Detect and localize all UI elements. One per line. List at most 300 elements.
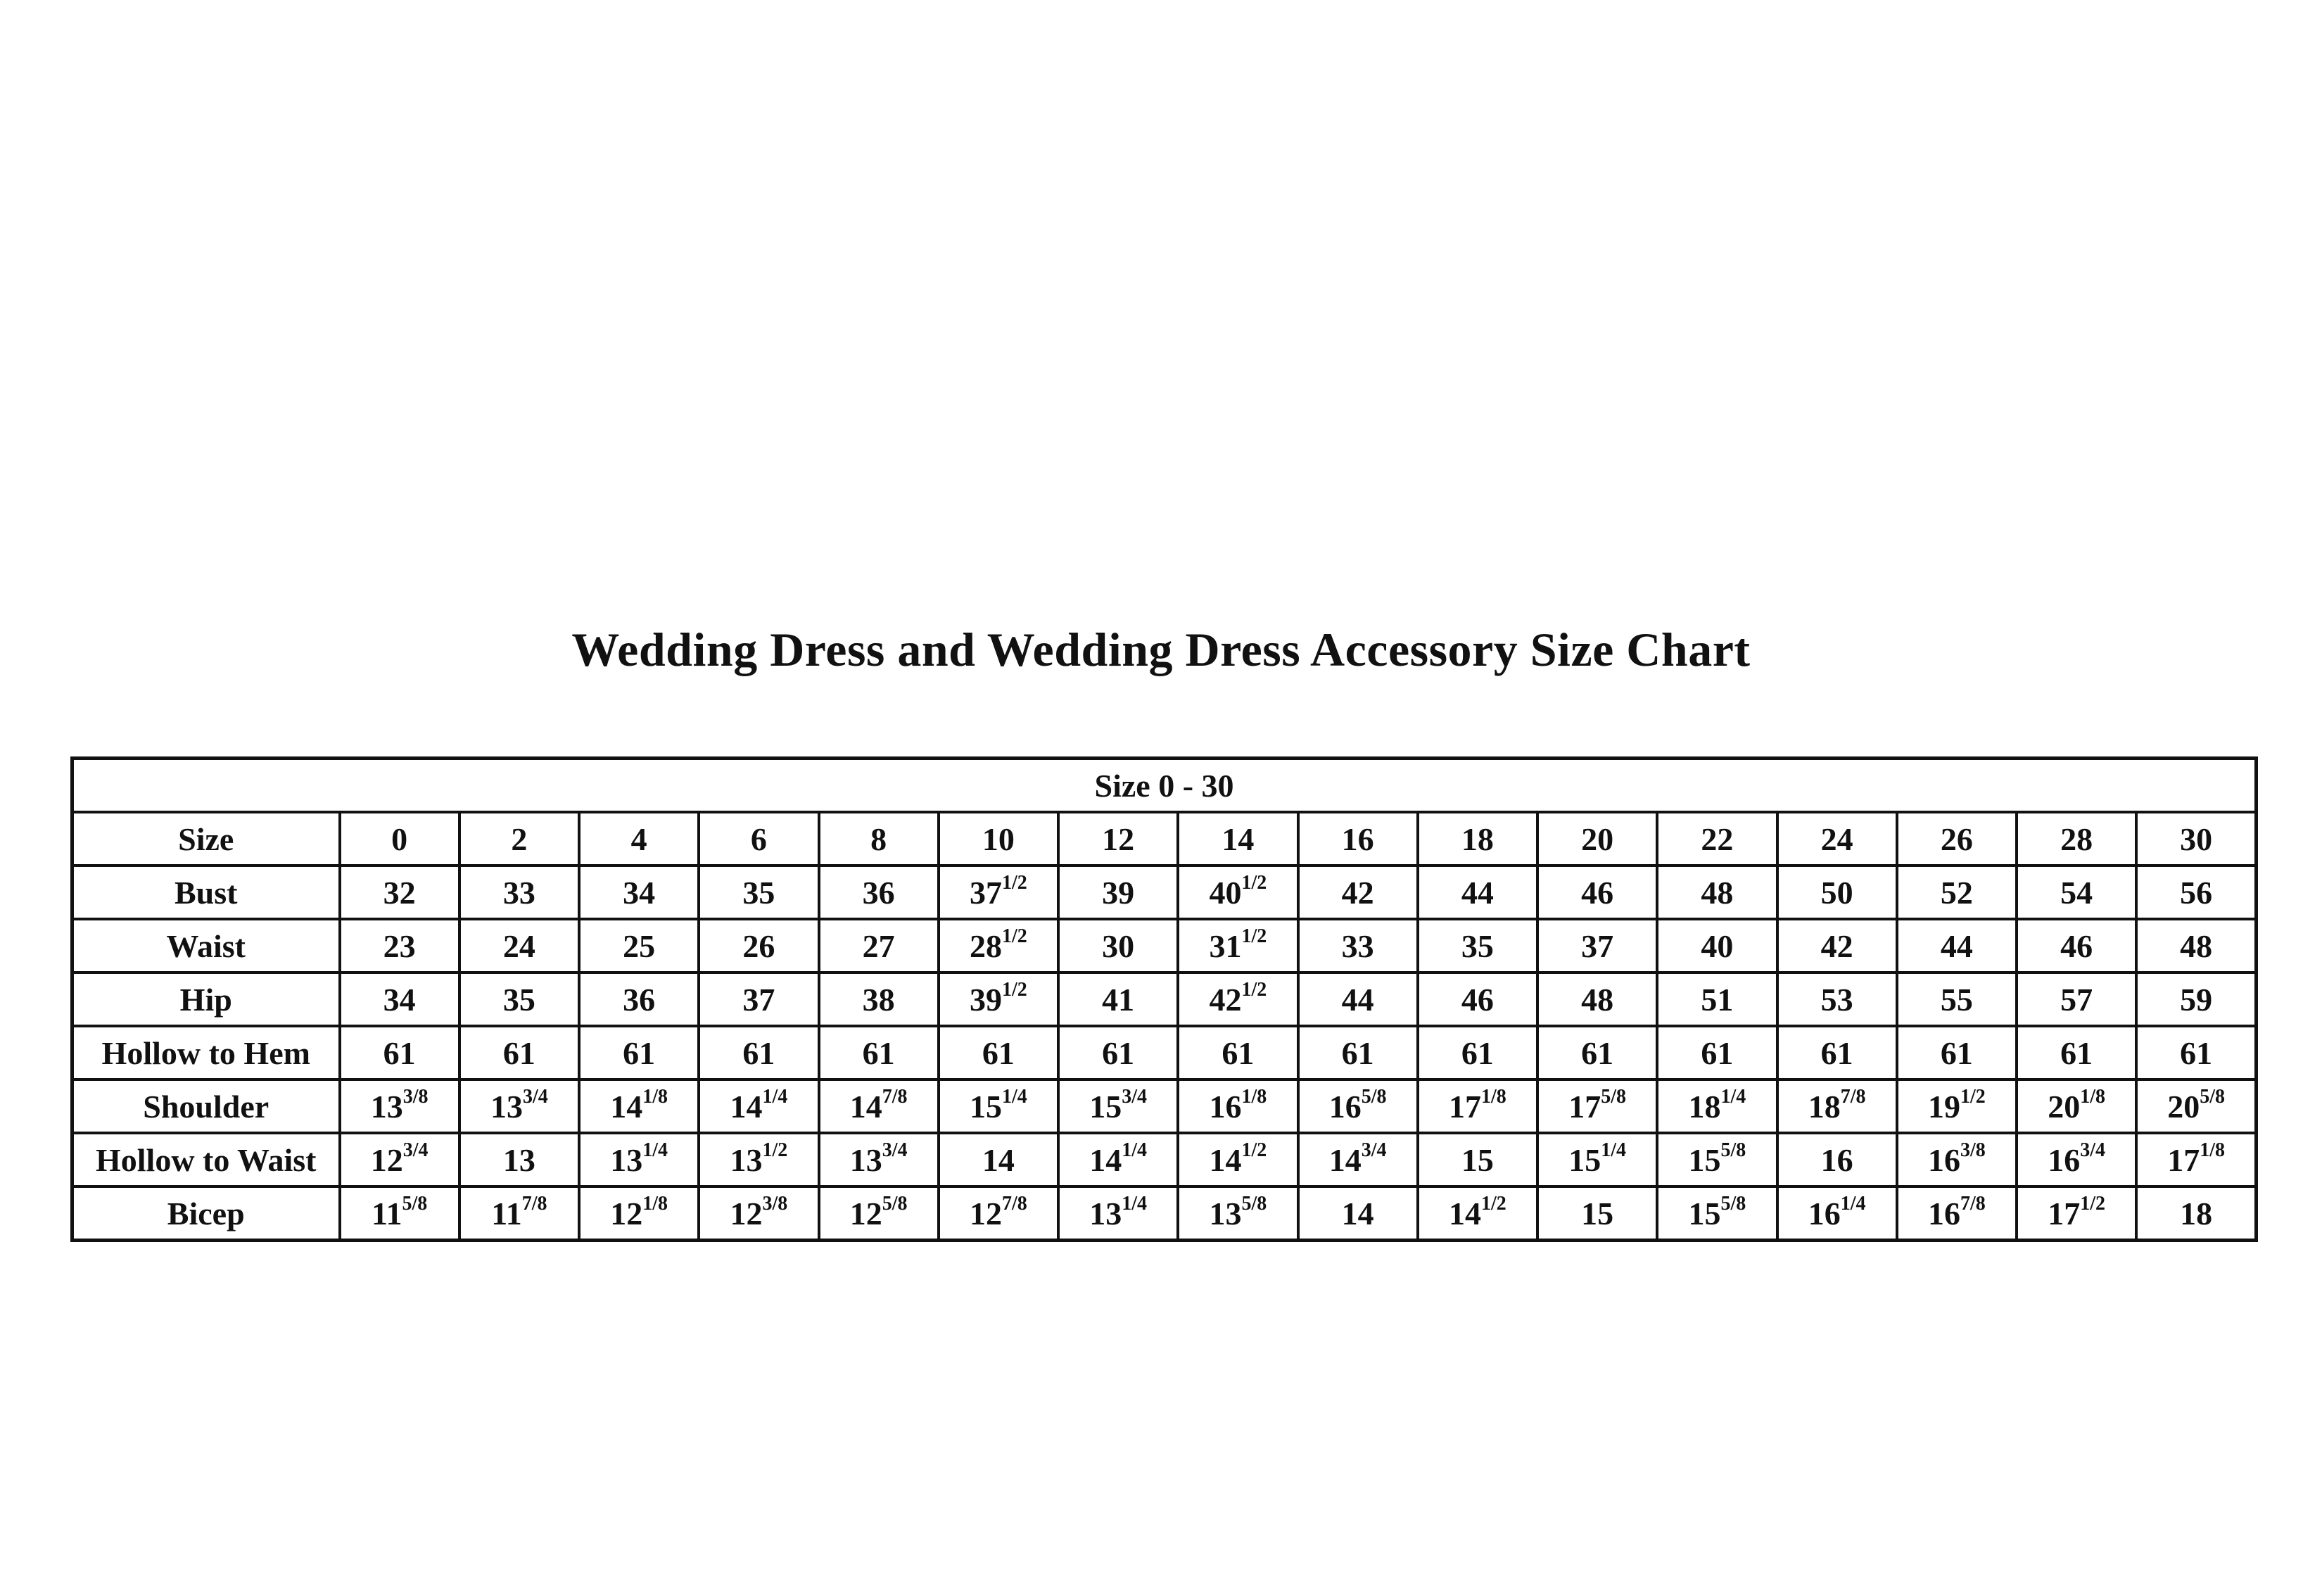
cell-value: 40 [1701, 927, 1734, 964]
table-cell [1657, 973, 1777, 1026]
cell-value: 61 [1701, 1034, 1734, 1071]
table-cell [459, 1186, 579, 1241]
cell-value: 20 [2048, 1088, 2081, 1125]
cell-fraction: 7/8 [882, 1086, 908, 1108]
cell-value: 48 [2180, 927, 2213, 964]
table-cell [1058, 1079, 1178, 1133]
table-cell [1418, 1133, 1537, 1186]
row-label: Hip [72, 973, 340, 1026]
row-label: Hollow to Waist [72, 1133, 340, 1186]
table-cell [2017, 919, 2136, 973]
table-cell [1657, 919, 1777, 973]
table-cell [340, 1079, 459, 1133]
cell-value: 51 [1701, 981, 1734, 1018]
cell-value: 16 [1341, 821, 1374, 857]
cell-value: 12 [730, 1195, 763, 1231]
row-label: Bicep [72, 1186, 340, 1241]
table-row [72, 1026, 2257, 1079]
table-cell [2136, 866, 2256, 919]
table-cell [1298, 866, 1418, 919]
table-cell [1418, 1186, 1537, 1241]
table-cell [1298, 812, 1418, 866]
table-cell [1897, 866, 2017, 919]
cell-fraction: 3/4 [1122, 1086, 1148, 1108]
table-cell [699, 1186, 818, 1241]
cell-value: 61 [1222, 1034, 1255, 1071]
cell-value: 16 [1209, 1088, 1242, 1125]
table-cell [1178, 1186, 1298, 1241]
cell-value: 14 [849, 1088, 882, 1125]
cell-value: 12 [969, 1195, 1002, 1231]
table-cell [579, 1079, 699, 1133]
cell-value: 33 [502, 874, 535, 911]
cell-value: 13 [370, 1088, 403, 1125]
cell-value: 16 [1820, 1141, 1853, 1178]
cell-value: 17 [1568, 1088, 1601, 1125]
cell-value: 15 [1089, 1088, 1122, 1125]
table-cell [1657, 866, 1777, 919]
table-cell [699, 866, 818, 919]
table-cell [1418, 919, 1537, 973]
table-cell [819, 866, 939, 919]
table-body [72, 812, 2257, 1241]
table-cell [2136, 1026, 2256, 1079]
table-cell [1657, 1133, 1777, 1186]
table-cell [1897, 1133, 2017, 1186]
cell-value: 61 [1581, 1034, 1614, 1071]
row-label: Bust [72, 866, 340, 919]
cell-fraction: 1/8 [2200, 1139, 2226, 1162]
table-cell [1298, 1133, 1418, 1186]
cell-value: 30 [2180, 821, 2213, 857]
cell-value: 53 [1820, 981, 1853, 1018]
size-chart-table [70, 756, 2258, 1242]
table-cell [340, 1026, 459, 1079]
row-label: Waist [72, 919, 340, 973]
table-cell [1777, 1186, 1897, 1241]
cell-value: 37 [742, 981, 775, 1018]
table-row [72, 1186, 2257, 1241]
cell-value: 14 [1448, 1195, 1481, 1231]
cell-fraction: 1/4 [1001, 1086, 1027, 1108]
table-cell [1418, 973, 1537, 1026]
table-cell [819, 919, 939, 973]
cell-value: 15 [1581, 1195, 1614, 1231]
cell-value: 16 [1328, 1088, 1362, 1125]
table-cell [1777, 866, 1897, 919]
table-cell [1058, 812, 1178, 866]
cell-value: 61 [982, 1034, 1015, 1071]
cell-value: 14 [1328, 1141, 1362, 1178]
table-cell [939, 1079, 1058, 1133]
table-cell [699, 919, 818, 973]
table-cell [1897, 919, 2017, 973]
cell-value: 11 [372, 1195, 402, 1231]
table-cell [2136, 1079, 2256, 1133]
table-cell [1537, 1079, 1657, 1133]
page-title: Wedding Dress and Wedding Dress Accessory Size Chart [571, 623, 1751, 676]
table-cell [459, 1079, 579, 1133]
table-cell [939, 1186, 1058, 1241]
cell-value: 17 [1448, 1088, 1481, 1125]
table-cell [2136, 1133, 2256, 1186]
cell-fraction: 1/8 [642, 1193, 668, 1215]
cell-value: 15 [1688, 1195, 1721, 1231]
table-row [72, 866, 2257, 919]
table-cell [1657, 1026, 1777, 1079]
cell-value: 31 [1209, 927, 1242, 964]
table-cell [2017, 812, 2136, 866]
cell-fraction: 5/8 [2200, 1086, 2226, 1108]
cell-value: 61 [383, 1034, 416, 1071]
table-cell [1058, 973, 1178, 1026]
cell-value: 39 [1102, 874, 1135, 911]
cell-value: 12 [610, 1195, 643, 1231]
cell-fraction: 1/8 [1480, 1086, 1506, 1108]
cell-value: 32 [383, 874, 416, 911]
cell-fraction: 5/8 [1720, 1193, 1746, 1215]
table-cell [699, 1079, 818, 1133]
cell-fraction: 1/2 [1241, 925, 1267, 948]
cell-value: 61 [1940, 1034, 1973, 1071]
cell-value: 42 [1820, 927, 1853, 964]
cell-value: 37 [969, 874, 1002, 911]
cell-value: 48 [1581, 981, 1614, 1018]
cell-fraction: 3/8 [1960, 1139, 1986, 1162]
table-cell [579, 1133, 699, 1186]
cell-fraction: 1/4 [1122, 1139, 1148, 1162]
table-cell [459, 1026, 579, 1079]
cell-fraction: 1/2 [1241, 979, 1267, 1001]
table-cell [1657, 1186, 1777, 1241]
cell-value: 20 [1581, 821, 1614, 857]
cell-value: 15 [1461, 1141, 1494, 1178]
table-cell [1777, 812, 1897, 866]
cell-value: 61 [1461, 1034, 1494, 1071]
table-cell [2017, 1026, 2136, 1079]
cell-fraction: 1/4 [1720, 1086, 1746, 1108]
table-cell [459, 866, 579, 919]
table-cell [819, 1026, 939, 1079]
cell-value: 56 [2180, 874, 2213, 911]
cell-fraction: 7/8 [521, 1193, 547, 1215]
cell-value: 59 [2180, 981, 2213, 1018]
cell-value: 30 [1102, 927, 1135, 964]
cell-fraction: 1/2 [1241, 1139, 1267, 1162]
table-cell [1418, 1079, 1537, 1133]
cell-value: 27 [862, 927, 895, 964]
cell-value: 36 [623, 981, 656, 1018]
cell-value: 61 [1341, 1034, 1374, 1071]
cell-value: 22 [1701, 821, 1734, 857]
cell-value: 39 [969, 981, 1002, 1018]
cell-fraction: 1/4 [1840, 1193, 1866, 1215]
cell-value: 14 [610, 1088, 643, 1125]
cell-fraction: 1/2 [1960, 1086, 1986, 1108]
table-cell [1777, 1133, 1897, 1186]
cell-value: 46 [2060, 927, 2093, 964]
table-cell [1537, 812, 1657, 866]
cell-fraction: 5/8 [1241, 1193, 1267, 1215]
table-cell [1897, 1079, 2017, 1133]
cell-value: 13 [1209, 1195, 1242, 1231]
cell-value: 4 [630, 821, 647, 857]
table-cell [1537, 1133, 1657, 1186]
cell-fraction: 1/2 [2080, 1193, 2106, 1215]
cell-value: 16 [1927, 1195, 1960, 1231]
table-cell [2136, 973, 2256, 1026]
table-cell [2017, 973, 2136, 1026]
table-cell [1178, 919, 1298, 973]
cell-value: 14 [1222, 821, 1255, 857]
table-cell [579, 866, 699, 919]
cell-value: 15 [1568, 1141, 1601, 1178]
cell-value: 16 [2048, 1141, 2081, 1178]
cell-fraction: 3/8 [402, 1086, 429, 1108]
cell-value: 44 [1341, 981, 1374, 1018]
cell-value: 14 [1209, 1141, 1242, 1178]
cell-fraction: 3/4 [402, 1139, 429, 1162]
table-cell [1777, 1026, 1897, 1079]
table-cell [1058, 1026, 1178, 1079]
cell-value: 13 [490, 1088, 523, 1125]
cell-fraction: 3/4 [522, 1086, 548, 1108]
table-cell [1537, 1026, 1657, 1079]
cell-value: 8 [870, 821, 887, 857]
cell-value: 55 [1940, 981, 1973, 1018]
table-cell [939, 1026, 1058, 1079]
table-cell [459, 919, 579, 973]
cell-value: 61 [1102, 1034, 1135, 1071]
cell-value: 34 [623, 874, 656, 911]
cell-value: 14 [1341, 1195, 1374, 1231]
cell-value: 16 [1808, 1195, 1841, 1231]
cell-value: 61 [1820, 1034, 1853, 1071]
table-row [72, 973, 2257, 1026]
table-cell [340, 919, 459, 973]
table-cell [1777, 1079, 1897, 1133]
table-cell [2017, 866, 2136, 919]
cell-value: 57 [2060, 981, 2093, 1018]
cell-fraction: 1/8 [1241, 1086, 1267, 1108]
table-cell [340, 812, 459, 866]
cell-fraction: 1/4 [1122, 1193, 1148, 1215]
table-cell [1537, 866, 1657, 919]
cell-value: 35 [502, 981, 535, 1018]
table-cell [2136, 1186, 2256, 1241]
table-cell [1178, 1026, 1298, 1079]
cell-fraction: 5/8 [882, 1193, 908, 1215]
table-cell [1178, 812, 1298, 866]
table-cell [939, 812, 1058, 866]
cell-value: 61 [502, 1034, 535, 1071]
table-cell [1657, 812, 1777, 866]
table-cell [1777, 973, 1897, 1026]
cell-value: 25 [623, 927, 656, 964]
table-cell [1537, 919, 1657, 973]
table-cell [1897, 1026, 2017, 1079]
cell-value: 13 [849, 1141, 882, 1178]
cell-value: 44 [1461, 874, 1494, 911]
table-cell [1298, 1186, 1418, 1241]
table-cell [819, 812, 939, 866]
cell-value: 18 [1688, 1088, 1721, 1125]
table-cell [2017, 1079, 2136, 1133]
table-cell [1897, 973, 2017, 1026]
cell-value: 18 [1808, 1088, 1841, 1125]
cell-fraction: 1/4 [642, 1139, 668, 1162]
table-cell [1657, 1079, 1777, 1133]
cell-value: 11 [491, 1195, 522, 1231]
cell-fraction: 1/2 [1241, 872, 1267, 894]
cell-value: 2 [511, 821, 528, 857]
cell-fraction: 5/8 [1361, 1086, 1387, 1108]
table-cell [1058, 1133, 1178, 1186]
cell-value: 48 [1701, 874, 1734, 911]
table-cell [579, 919, 699, 973]
cell-value: 18 [1461, 821, 1494, 857]
table-cell [579, 1186, 699, 1241]
cell-value: 26 [742, 927, 775, 964]
cell-value: 20 [2167, 1088, 2200, 1125]
table-row [72, 1079, 2257, 1133]
cell-value: 35 [1461, 927, 1494, 964]
table-cell [1537, 973, 1657, 1026]
cell-value: 26 [1940, 821, 1973, 857]
table-cell [2136, 812, 2256, 866]
table-cell [2136, 919, 2256, 973]
table-row [72, 812, 2257, 866]
cell-value: 38 [862, 981, 895, 1018]
cell-value: 17 [2167, 1141, 2200, 1178]
cell-value: 61 [2060, 1034, 2093, 1071]
cell-value: 61 [862, 1034, 895, 1071]
table-cell [1058, 919, 1178, 973]
cell-fraction: 3/4 [2080, 1139, 2106, 1162]
table-caption: Size 0 - 30 [72, 759, 2257, 813]
cell-value: 28 [969, 927, 1002, 964]
cell-value: 33 [1341, 927, 1374, 964]
cell-fraction: 1/2 [1480, 1193, 1506, 1215]
table-cell [819, 1133, 939, 1186]
cell-value: 61 [2180, 1034, 2213, 1071]
cell-value: 14 [982, 1141, 1015, 1178]
cell-value: 6 [750, 821, 767, 857]
cell-fraction: 7/8 [1960, 1193, 1986, 1215]
cell-value: 61 [742, 1034, 775, 1071]
cell-fraction: 1/2 [762, 1139, 788, 1162]
cell-value: 23 [383, 927, 416, 964]
table-row [72, 919, 2257, 973]
cell-value: 34 [383, 981, 416, 1018]
table-cell [1897, 812, 2017, 866]
table-cell [340, 1133, 459, 1186]
table-cell [699, 1026, 818, 1079]
cell-value: 24 [502, 927, 535, 964]
cell-fraction: 5/8 [402, 1193, 428, 1215]
cell-value: 12 [370, 1141, 403, 1178]
cell-value: 41 [1102, 981, 1135, 1018]
cell-value: 16 [1927, 1141, 1960, 1178]
cell-value: 36 [862, 874, 895, 911]
table-cell [2017, 1133, 2136, 1186]
table-cell [1178, 1133, 1298, 1186]
table-cell [2017, 1186, 2136, 1241]
cell-fraction: 5/8 [1601, 1086, 1627, 1108]
cell-value: 18 [2180, 1195, 2213, 1231]
cell-fraction: 5/8 [1720, 1139, 1746, 1162]
table-cell [939, 866, 1058, 919]
cell-value: 10 [982, 821, 1015, 857]
cell-value: 37 [1581, 927, 1614, 964]
table-cell [579, 1026, 699, 1079]
table-cell [1058, 1186, 1178, 1241]
table-cell [1298, 973, 1418, 1026]
table-cell [1058, 866, 1178, 919]
cell-value: 17 [2048, 1195, 2081, 1231]
row-label: Hollow to Hem [72, 1026, 340, 1079]
cell-value: 35 [742, 874, 775, 911]
table-cell [939, 919, 1058, 973]
cell-value: 54 [2060, 874, 2093, 911]
cell-value: 0 [391, 821, 408, 857]
table-cell [699, 1133, 818, 1186]
table-cell [1178, 1079, 1298, 1133]
cell-value: 13 [1089, 1195, 1122, 1231]
cell-fraction: 1/2 [1001, 979, 1027, 1001]
cell-fraction: 1/2 [1001, 925, 1027, 948]
table-cell [340, 973, 459, 1026]
cell-value: 12 [1102, 821, 1135, 857]
cell-value: 52 [1940, 874, 1973, 911]
cell-fraction: 1/8 [642, 1086, 668, 1108]
table-cell [1418, 812, 1537, 866]
cell-value: 13 [502, 1141, 535, 1178]
cell-value: 15 [969, 1088, 1002, 1125]
cell-fraction: 7/8 [1840, 1086, 1866, 1108]
cell-fraction: 3/8 [762, 1193, 788, 1215]
cell-value: 24 [1820, 821, 1853, 857]
table-cell [1897, 1186, 2017, 1241]
cell-fraction: 1/2 [1001, 872, 1027, 894]
table-cell [1298, 1079, 1418, 1133]
cell-value: 12 [849, 1195, 882, 1231]
table-cell [579, 812, 699, 866]
table-cell [819, 973, 939, 1026]
cell-value: 28 [2060, 821, 2093, 857]
cell-value: 14 [1089, 1141, 1122, 1178]
table-cell [819, 1186, 939, 1241]
cell-value: 14 [730, 1088, 763, 1125]
cell-fraction: 1/8 [2080, 1086, 2106, 1108]
cell-fraction: 7/8 [1001, 1193, 1027, 1215]
cell-value: 19 [1927, 1088, 1960, 1125]
table-cell [819, 1079, 939, 1133]
cell-value: 61 [623, 1034, 656, 1071]
table-cell [459, 812, 579, 866]
row-label: Size [72, 812, 340, 866]
table-cell [939, 973, 1058, 1026]
cell-value: 15 [1688, 1141, 1721, 1178]
table-cell [1298, 919, 1418, 973]
table-cell [1537, 1186, 1657, 1241]
cell-value: 42 [1341, 874, 1374, 911]
table-cell [459, 973, 579, 1026]
cell-value: 13 [730, 1141, 763, 1178]
table-cell [1178, 866, 1298, 919]
cell-value: 44 [1940, 927, 1973, 964]
cell-fraction: 3/4 [882, 1139, 908, 1162]
